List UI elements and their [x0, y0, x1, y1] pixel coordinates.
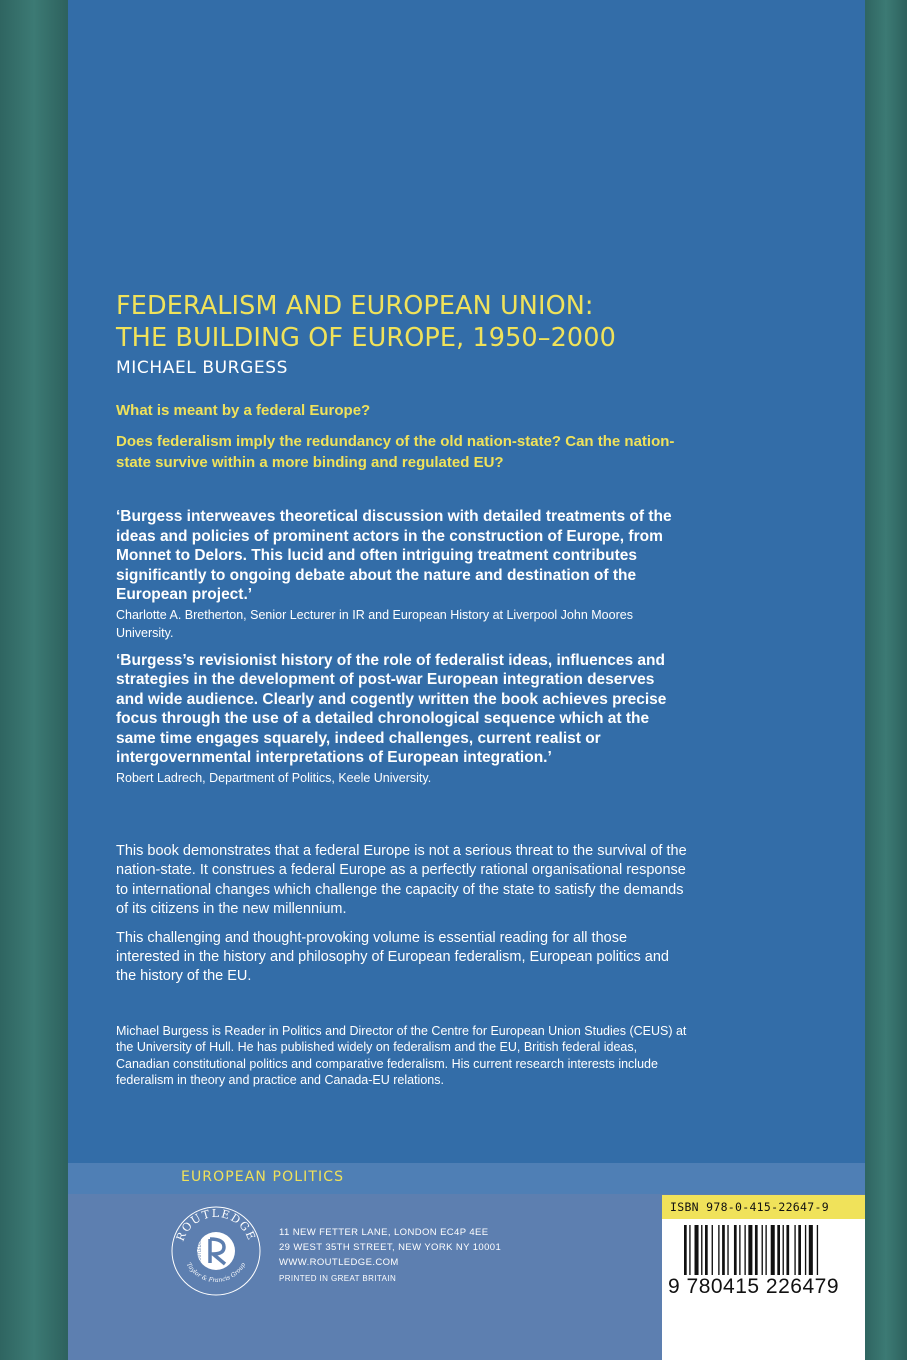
endorsement-1	[116, 507, 681, 642]
barcode-bar	[684, 1225, 687, 1275]
endorsement-2	[116, 651, 681, 787]
series-band	[68, 1163, 865, 1194]
barcode-bar	[689, 1225, 690, 1275]
barcode-bar	[783, 1225, 784, 1275]
barcode-bar	[739, 1225, 740, 1275]
address-line-2: 29 WEST 35TH STREET, NEW YORK NY 10001	[279, 1242, 502, 1253]
right-edge-strip	[865, 0, 907, 1360]
barcode-bar	[755, 1225, 758, 1275]
author-name: MICHAEL BURGESS	[116, 358, 288, 378]
routledge-logo-icon	[170, 1205, 262, 1297]
barcode-bar	[695, 1225, 699, 1275]
series-label: EUROPEAN POLITICS	[181, 1169, 345, 1185]
question-2: Does federalism imply the redundancy of the old nation-state? Can the nation-state survive within a more binding and regulated EU?	[116, 433, 675, 471]
barcode-bar	[705, 1225, 708, 1275]
title-block	[116, 290, 816, 381]
left-spine-strip	[0, 0, 68, 1360]
publisher-address	[279, 1225, 501, 1285]
endorsement-attribution: Charlotte A. Bretherton, Senior Lecturer in IR and European History at Liverpool John Moores University.	[116, 607, 633, 640]
barcode-icon	[684, 1225, 844, 1275]
question-1: What is meant by a federal Europe?	[116, 402, 371, 419]
book-title-line-1: FEDERALISM AND EUROPEAN UNION:	[116, 291, 594, 321]
endorsement-text: ‘Burgess interweaves theoretical discussion with detailed treatments of the ideas and policies of prominent actors in the construction of Europe, from Monnet to Delors. This lucid and often intriguing treatment contributes significantly to ongoing debate about the nature and destination of the European project.’	[116, 508, 672, 603]
barcode-bar	[786, 1225, 789, 1275]
author-bio: Michael Burgess is Reader in Politics and Director of the Centre for European Union Studies (CEUS) at the University of Hull. He has published widely on federalism and the EU, British federal ideas, Canadian constitutional politics and comparative federalism. His current research interests include federalism in theory and practice and Canada-EU relations.	[116, 1024, 687, 1087]
barcode-bar	[722, 1225, 725, 1275]
publisher-website: WWW.ROUTLEDGE.COM	[279, 1257, 399, 1268]
barcode-bar	[817, 1225, 818, 1275]
barcode-bar	[771, 1225, 775, 1275]
barcode-bar	[701, 1225, 702, 1275]
isbn-label: ISBN 978-0-415-22647-9	[670, 1200, 829, 1214]
endorsement-attribution: Robert Ladrech, Department of Politics, Keele University.	[116, 770, 432, 785]
barcode-bar	[762, 1225, 763, 1275]
isbn-bar	[662, 1195, 865, 1219]
barcode-area	[662, 1219, 865, 1360]
logo-bottom-text: Taylor & Francis Group	[184, 1261, 248, 1284]
address-line-1: 11 NEW FETTER LANE, LONDON EC4P 4EE	[279, 1227, 489, 1238]
description-paragraph-2: This challenging and thought-provoking volume is essential reading for all those interested in the history and philosophy of European federalism, European politics and the history of the EU.	[116, 929, 669, 985]
barcode-bar	[727, 1225, 728, 1275]
barcode-bar	[748, 1225, 752, 1275]
barcode-bar	[765, 1225, 766, 1275]
barcode-bar	[809, 1225, 813, 1275]
endorsements	[116, 507, 681, 787]
barcode-bar	[712, 1225, 713, 1275]
description-paragraph-1: This book demonstrates that a federal Europe is not a serious threat to the survival of the nation-state. It construes a federal Europe as a perfectly rational organisational response to international changes which challenge the capacity of the state to satisfy the demands of its citizens in the new millennium.	[116, 843, 687, 918]
barcode-bar	[718, 1225, 719, 1275]
description	[116, 842, 691, 987]
endorsement-text: ‘Burgess’s revisionist history of the role of federalist ideas, influences and strategies in the development of post-war European integration deserves and wide audience. Clearly and cogently written the book achieves precise focus through the use of a detailed chronological sequence which at the same time engages squarely, indeed challenges, current realist or intergovernmental interpretations of European integration.’	[116, 651, 667, 766]
barcode-bar	[794, 1225, 795, 1275]
logo-top-text: ROUTLEDGE	[173, 1206, 259, 1244]
printed-in: PRINTED IN GREAT BRITAIN	[279, 1274, 397, 1283]
barcode-bar	[734, 1225, 737, 1275]
barcode-bar	[744, 1225, 745, 1275]
barcode-bar	[798, 1225, 801, 1275]
questions-block	[116, 400, 676, 473]
barcode-bar	[777, 1225, 780, 1275]
logo-inner-text: ROUTLEDGE	[197, 1238, 202, 1264]
book-title-line-2: THE BUILDING OF EUROPE, 1950–2000	[116, 323, 616, 353]
barcode-bar	[805, 1225, 806, 1275]
barcode-digits: 9 780415 226479	[668, 1275, 839, 1298]
